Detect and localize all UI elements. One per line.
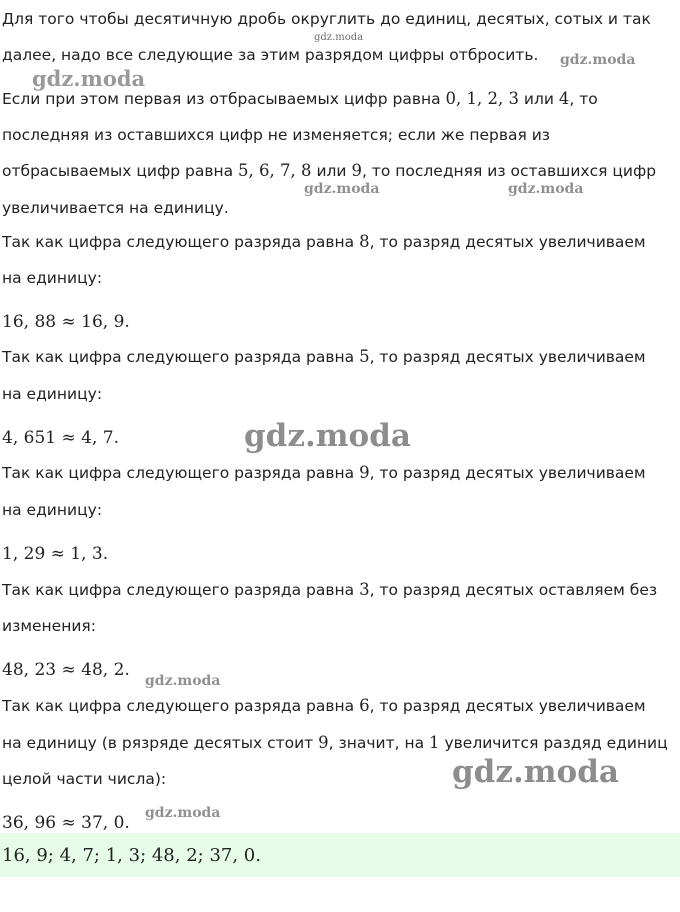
intro-line-3-text: Если при этом первая из отбрасываемых цифр равна xyxy=(2,90,446,108)
step-5-line-2 xyxy=(2,733,668,753)
intro-or: или xyxy=(518,90,559,108)
watermark: gdz.moda xyxy=(508,181,584,197)
intro-line-4: последняя из оставшихся цифр не изменяется; если же первая из xyxy=(2,126,551,144)
step-text: Так как цифра следующего разряда равна xyxy=(2,233,360,251)
step-5-digit-nine: 9 xyxy=(318,733,329,752)
intro-line-3-end: , то xyxy=(569,90,598,108)
step-3-formula: 1, 29 ≈ 1, 3. xyxy=(2,544,109,564)
step-digit: 8 xyxy=(359,232,370,251)
step-text-end: , то разряд десятых увеличиваем xyxy=(369,233,646,251)
intro-line-1: Для того чтобы десятичную дробь округлить до единиц, десятых, сотых и так xyxy=(2,10,651,28)
step-2-formula: 4, 651 ≈ 4, 7. xyxy=(2,428,119,448)
answer-box xyxy=(0,833,680,877)
watermark: gdz.moda xyxy=(304,181,380,197)
intro-line-6: увеличивается на единицу. xyxy=(2,199,229,217)
step-5-text-end: увеличится раздяд единиц xyxy=(439,734,668,752)
step-1-line-1 xyxy=(2,232,646,252)
answer-text: 16, 9; 4, 7; 1, 3; 48, 2; 37, 0. xyxy=(2,845,261,866)
intro-line-3 xyxy=(2,89,598,109)
step-text: Так как цифра следующего разряда равна xyxy=(2,697,360,715)
watermark: gdz.moda xyxy=(452,754,619,790)
step-5-line-1 xyxy=(2,696,646,716)
step-digit: 6 xyxy=(359,696,370,715)
digits-5-8: 5, 6, 7, 8 xyxy=(238,161,312,180)
watermark: gdz.moda xyxy=(560,52,636,68)
watermark: gdz.moda xyxy=(145,673,221,689)
step-4-formula: 48, 23 ≈ 48, 2. xyxy=(2,660,130,680)
step-text-end: , то разряд десятых увеличиваем xyxy=(369,348,646,366)
step-text-end: , то разряд десятых увеличиваем xyxy=(369,697,646,715)
watermark: gdz.moda xyxy=(314,32,364,43)
intro-line-5 xyxy=(2,161,656,181)
step-1-formula: 16, 88 ≈ 16, 9. xyxy=(2,312,130,332)
step-text: Так как цифра следующего разряда равна xyxy=(2,581,360,599)
digit-four: 4 xyxy=(558,89,570,108)
step-digit: 3 xyxy=(359,580,370,599)
intro-line-5-end: , то последняя из оставшихся цифр xyxy=(361,162,657,180)
step-5-digit-one: 1 xyxy=(429,733,440,752)
intro-line-5-text: отбрасываемых цифр равна xyxy=(2,162,239,180)
watermark: gdz.moda xyxy=(32,66,146,91)
step-5-formula: 36, 96 ≈ 37, 0. xyxy=(2,813,130,833)
step-text-end: , то разряд десятых увеличиваем xyxy=(369,464,646,482)
intro-line-2: далее, надо все следующие за этим разрядом цифры отбросить. xyxy=(2,46,539,64)
watermark: gdz.moda xyxy=(244,418,411,454)
step-5-line-3: целой части числа): xyxy=(2,770,167,788)
intro-or-2: или xyxy=(311,162,352,180)
step-text: Так как цифра следующего разряда равна xyxy=(2,464,360,482)
digit-nine: 9 xyxy=(351,161,362,180)
step-5-text-mid: , значит, на xyxy=(328,734,430,752)
watermark: gdz.moda xyxy=(145,805,221,821)
step-3-line-2: на единицу: xyxy=(2,501,103,519)
step-2-line-2: на единицу: xyxy=(2,385,103,403)
step-3-line-1 xyxy=(2,463,646,483)
step-2-line-1 xyxy=(2,347,646,367)
step-1-line-2: на единицу: xyxy=(2,269,103,287)
step-4-line-1 xyxy=(2,580,657,600)
step-text: Так как цифра следующего разряда равна xyxy=(2,348,360,366)
step-4-line-2: изменения: xyxy=(2,617,96,635)
step-digit: 9 xyxy=(359,463,370,482)
step-digit: 5 xyxy=(359,347,370,366)
step-text-end: , то разряд десятых оставляем без xyxy=(369,581,658,599)
digits-0-4: 0, 1, 2, 3 xyxy=(445,89,519,108)
step-5-text: на единицу (в рязряде десятых стоит xyxy=(2,734,319,752)
